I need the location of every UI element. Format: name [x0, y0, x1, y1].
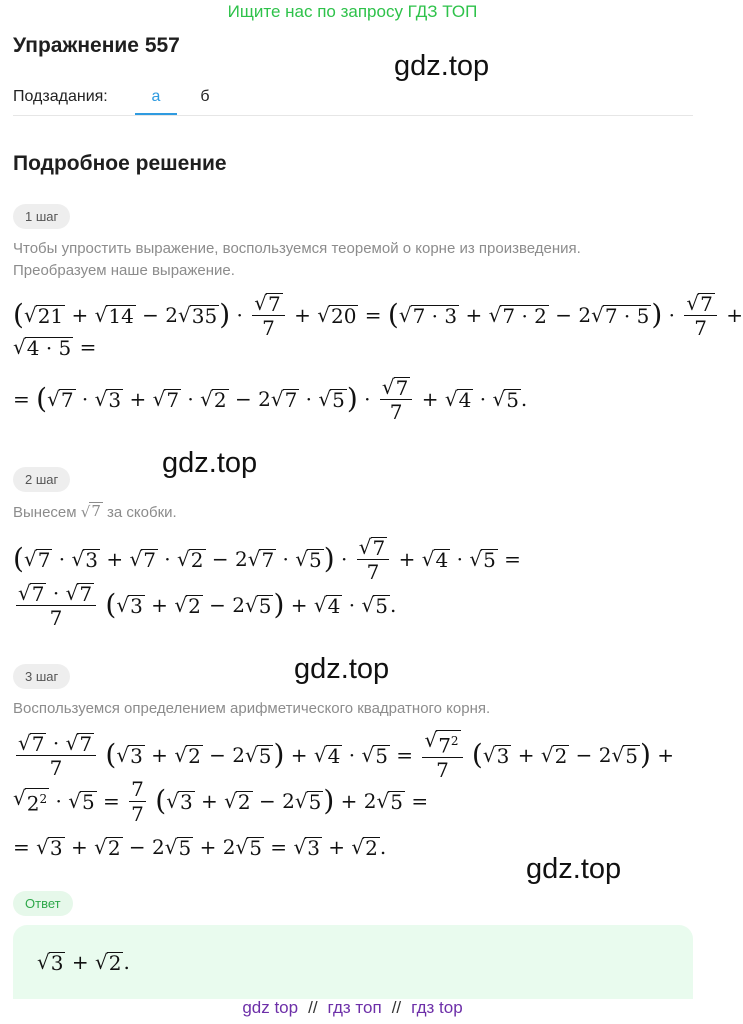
- answer-formula: √ 3 + √ 2 .: [37, 949, 130, 975]
- step-2-formula: ( √ 7 · √ 3 + √ 7 · √ 2 − 2 √ 7 · √ 5 ) · √ 7 7 + √ 4 · √ 5 = √ 7 · √ 7 7 ( √ 3 + √ 2 − 2 √ 5 ) + √ 4 · √ 5 .: [13, 534, 521, 630]
- answer-box: [13, 925, 693, 999]
- watermark: gdz.top: [394, 50, 490, 82]
- step-1-text: [13, 238, 581, 282]
- answer-badge: Ответ: [13, 891, 73, 916]
- step-2-text-after: за скобки.: [107, 504, 177, 521]
- step-2-text-before: Вынесем: [13, 504, 77, 521]
- footer-link[interactable]: gdz top: [242, 998, 299, 1017]
- footer-link[interactable]: гдз top: [411, 998, 463, 1017]
- watermark: gdz.top: [162, 447, 258, 479]
- step-2-badge: 2 шаг: [13, 467, 70, 492]
- footer-separator: //: [308, 998, 318, 1017]
- step-3-text: Воспользуемся определением арифметического квадратного корня.: [13, 700, 491, 717]
- section-title: Подробное решение: [13, 152, 227, 175]
- step-3-badge: 3 шаг: [13, 664, 70, 689]
- subtasks-bar: [13, 86, 693, 116]
- search-banner: Ищите нас по запросу ГДЗ ТОП: [227, 2, 478, 21]
- step-1-text-line: Преобразуем наше выражение.: [13, 262, 235, 279]
- step-2-text: Вынесем √ 7 за скобки.: [13, 502, 177, 521]
- step-1-text-line: Чтобы упростить выражение, воспользуемся теоремой о корне из произведения.: [13, 240, 581, 257]
- tab-subtask-b[interactable]: б: [200, 88, 210, 105]
- watermark: gdz.top: [294, 653, 390, 685]
- step-1-formula: ( √ 21 + √ 14 − 2 √ 35 ) · √ 7 7 + √ 20 = ( √ 7 · 3 + √ 7 · 2 − 2 √ 7 · 5 ) · √ 7 7 + √ 4 · 5 = = ( √ 7 · √ 3 + √ 7 · √ 2 − 2 √ 7 · √ 5 ) · √ 7 7 + √ 4 · √ 5 .: [13, 290, 743, 424]
- page-title: Упражнение 557: [13, 34, 180, 57]
- step-3-formula: √ 7 · √ 7 7 ( √ 3 + √ 2 − 2 √ 5 ) + √ 4 · √ 5 = √ $7^2$ 7 ( √ 3 + √ 2 − 2 √ 5 ) + √ $2^2$ · √ 5 = $\frac{7}{7}$ ( √ 3 + √ 2 − 2 √ 5 ) + 2 √ 5 = = √ 3 + √ 2 − 2 √ 5 + 2 √ 5 = √ 3 + √ 2 .: [13, 728, 675, 860]
- footer-separator: //: [391, 998, 402, 1017]
- active-tab-indicator: [135, 113, 177, 115]
- tab-subtask-a[interactable]: а: [151, 88, 161, 105]
- subtasks-label: Подзадания:: [13, 88, 108, 105]
- footer-links: [0, 998, 705, 1018]
- watermark: gdz.top: [526, 853, 622, 885]
- footer-link[interactable]: гдз топ: [327, 998, 382, 1017]
- step-1-badge: 1 шаг: [13, 204, 70, 229]
